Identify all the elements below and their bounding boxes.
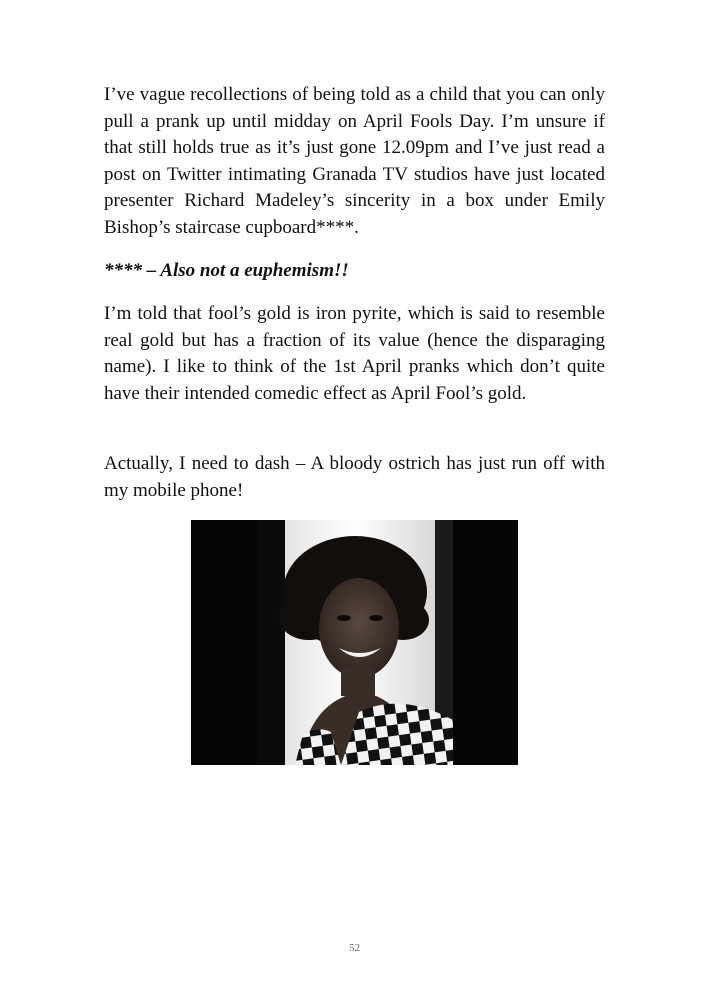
paragraph-april-fools: I’ve vague recollections of being told as a child that you can only pull a prank up until midday on April Fools Day. I’m unsure if that still holds true as it’s just gone 12.09pm and I’ve just read a post on Twitter intimating Granada TV studios have just located presenter Richard Madeley’s sincerity in a box under Emily Bishop’s staircase cupboard****. bbox=[104, 84, 605, 238]
page-number: 52 bbox=[349, 942, 360, 954]
portrait-photo bbox=[191, 520, 518, 765]
paragraph-ostrich: Actually, I need to dash – A bloody ostrich has just run off with my mobile phone! bbox=[104, 453, 605, 501]
footnote-paragraph: **** – Also not a euphemism!! bbox=[104, 260, 349, 281]
paragraph-fools-gold: I’m told that fool’s gold is iron pyrite, which is said to resemble real gold but has a fraction of its value (hence the disparaging name). I like to think of the 1st April pranks which don’t quite have their intended comedic effect as April Fool’s gold. bbox=[104, 303, 605, 404]
